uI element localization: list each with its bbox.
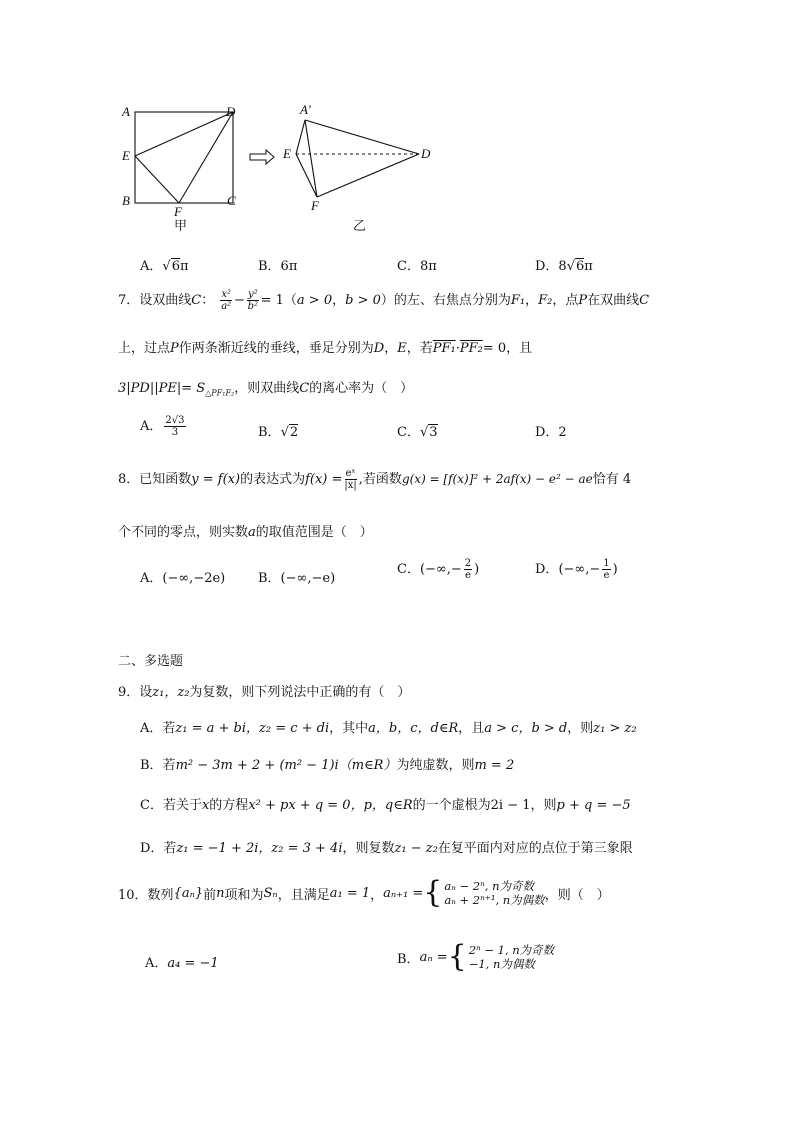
point-label-D: D [226,104,236,119]
q9-option-b[interactable]: B．若m² − 3m + 2 + (m² − 1)i（m∈R）为纯虚数，则m = 2 [140,758,515,773]
q7-line-1: 7．设双曲线C： $\frac{\text{x²}}{\text{a²}}$ − $\frac{\text{y²}}{\text{b²}}$ = 1（a > 0，b > 0）的左、右焦点分别为F₁，F₂，点P在双曲线C [118,289,650,312]
q7-option-c[interactable]: C．√3 [397,425,438,440]
caption-yi: 乙 [353,219,367,234]
q10-option-b[interactable]: B． aₙ = { 2ⁿ − 1, n为奇数 −1, n为偶数 [397,939,555,974]
section-heading-multi-choice: 二、多选题 [118,654,184,669]
geometry-figure [110,96,450,236]
q10-stem: 10．数列 {aₙ} 前 n 项和为 Sₙ ，且满足 a₁ = 1 ， aₙ₊₁ = { aₙ − 2ⁿ, n为奇数 aₙ + 2ⁿ⁺¹, n为偶数 ，则（ ） [118,875,610,910]
q8-line-2: 个不同的零点，则实数a的取值范围是（ ） [118,525,373,540]
point-label-A-prime: A′ [300,102,311,117]
q8-option-d[interactable]: D．(−∞,− $\frac{1}{e}$ ) [535,558,618,581]
point-label-F: F [174,204,182,219]
q7-line-3: $3|PD||PE|= S_{\triangle PF_1F_2}$，则双曲线C的离心率为（ ） [118,381,414,398]
point-label-E: E [122,148,130,163]
point-label-E2: E [283,146,291,161]
q10-option-a[interactable]: A．a₄ = −1 [145,956,219,971]
q9-option-d[interactable]: D．若z₁ = −1 + 2i，z₂ = 3 + 4i，则复数z₁ − z₂在复平面内对应的点位于第三象限 [140,841,633,856]
q8-option-a[interactable]: A．(−∞,−2e) [140,571,226,586]
q8-option-b[interactable]: B．(−∞,−e) [258,571,336,586]
q7-line-2: 上，过点P作两条渐近线的垂线，垂足分别为D，E，若PF₁·PF₂= 0，且 [118,341,533,356]
q10-piecewise: { aₙ − 2ⁿ, n为奇数 aₙ + 2ⁿ⁺¹, n为偶数 [423,875,545,910]
q6-option-d[interactable]: D．8√6π [535,259,593,274]
q9-stem: 9．设z₁，z₂为复数，则下列说法中正确的有（ ） [118,685,411,700]
point-label-C: C [227,193,236,208]
q9-option-c[interactable]: C．若关于x的方程x² + px + q = 0，p，q∈R的一个虚根为2i − 1，则p + q = −5 [140,798,631,813]
point-label-A: A [122,104,130,119]
q6-option-a[interactable]: A．√6π [140,259,189,274]
q9-option-a[interactable]: A．若z₁ = a + bi，z₂ = c + di，其中a，b，c，d∈R，且a > c，b > d，则z₁ > z₂ [140,721,637,736]
point-label-F2: F [311,198,319,213]
q7-frac-y: $\frac{\text{y²}}{\text{b²}}$ [247,289,258,312]
point-label-D2: D [421,146,431,161]
q7-frac-x: $\frac{\text{x²}}{\text{a²}}$ [221,289,232,312]
vector-pf2: PF₂ [459,341,483,356]
caption-jia: 甲 [174,219,188,234]
q7-option-b[interactable]: B．√2 [258,425,299,440]
q8-line-1: 8．已知函数y = f(x)的表达式为f(x) = $\frac{\text{eˣ}}{|x|}$ ,若函数g(x) = [f(x)]² + 2af(x) − e² − ae恰有 4 [118,468,632,491]
q6-option-c[interactable]: C．8π [397,259,437,274]
transform-arrow-icon [250,150,274,164]
q6-option-b[interactable]: B．6π [258,259,298,274]
q8-option-c[interactable]: C．(−∞,− $\frac{2}{e}$ ) [397,558,480,581]
figure-yi [296,120,419,197]
point-label-B: B [122,193,130,208]
vector-pf1: PF₁ [432,341,456,356]
figure-jia [135,112,233,203]
q7-option-a[interactable]: A． $\frac{2√3}{3}$ [140,415,185,438]
q7-option-d[interactable]: D．2 [535,425,567,440]
